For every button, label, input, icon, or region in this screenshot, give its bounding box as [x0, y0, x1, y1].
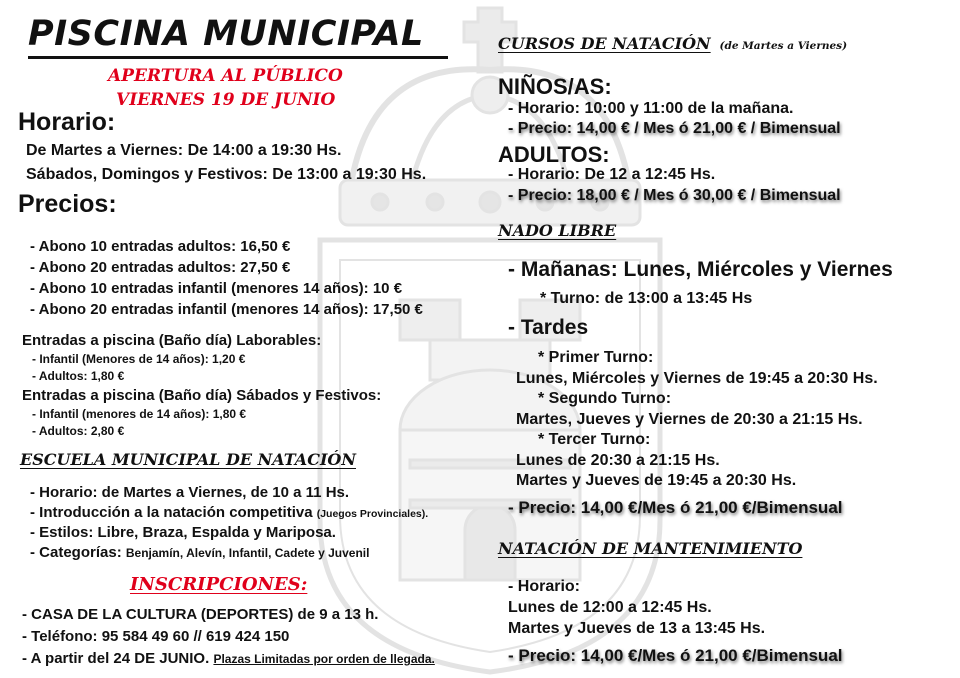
escuela-estilos: - Estilos: Libre, Braza, Espalda y Mariposa.	[30, 524, 336, 541]
horario-line-1: De Martes a Viernes: De 14:00 a 19:30 Hs.	[26, 142, 342, 159]
abono-item: - Abono 20 entradas adultos: 27,50 €	[30, 259, 291, 276]
mantenimiento-linea-2: Martes y Jueves de 13 a 13:45 Hs.	[508, 620, 766, 637]
abono-item: - Abono 10 entradas adultos: 16,50 €	[30, 238, 291, 255]
escuela-horario: - Horario: de Martes a Viernes, de 10 a 11 Hs.	[30, 484, 350, 501]
cursos-heading-row	[498, 34, 847, 54]
inscripciones-telefono: - Teléfono: 95 584 49 60 // 619 424 150	[22, 628, 290, 645]
nado-mananas: - Mañanas: Lunes, Miércoles y Viernes	[508, 258, 893, 281]
categorias-value: Benjamín, Alevín, Infantil, Cadete y Juvenil	[125, 546, 370, 560]
escuela-heading: ESCUELA MUNICIPAL DE NATACIÓN	[20, 450, 356, 469]
opening-line-2: VIERNES 19 DE JUNIO	[116, 90, 336, 110]
mantenimiento-precio: - Precio: 14,00 €/Mes ó 21,00 €/Bimensual	[508, 646, 843, 665]
abono-item: - Abono 10 entradas infantil (menores 14 años): 10 €	[30, 280, 403, 297]
tercer-turno-2: Martes y Jueves de 19:45 a 20:30 Hs.	[516, 472, 797, 489]
segundo-turno-label: * Segundo Turno:	[538, 390, 672, 407]
nado-libre-precio: - Precio: 14,00 €/Mes ó 21,00 €/Bimensual	[508, 498, 843, 517]
precios-heading: Precios:	[18, 190, 117, 218]
festivos-item: - Adultos: 2,80 €	[32, 424, 125, 438]
escuela-intro	[30, 504, 428, 521]
festivos-heading: Entradas a piscina (Baño día) Sábados y Festivos:	[22, 387, 382, 404]
ninos-horario: - Horario: 10:00 y 11:00 de la mañana.	[508, 100, 794, 117]
inscripciones-heading: INSCRIPCIONES:	[130, 574, 308, 595]
adultos-horario: - Horario: De 12 a 12:45 Hs.	[508, 166, 716, 183]
cursos-heading: CURSOS DE NATACIÓN	[498, 34, 711, 53]
ninos-precio: - Precio: 14,00 € / Mes ó 21,00 € / Bimensual	[508, 120, 841, 137]
nado-tardes: - Tardes	[508, 316, 589, 339]
escuela-intro-note: (Juegos Provinciales).	[316, 508, 429, 520]
categorias-label: - Categorías:	[30, 544, 122, 561]
escuela-categorias	[30, 544, 369, 561]
adultos-heading: ADULTOS:	[498, 142, 610, 167]
horario-line-2: Sábados, Domingos y Festivos: De 13:00 a 19:30 Hs.	[26, 166, 427, 183]
inscripciones-fecha	[22, 650, 435, 667]
mantenimiento-linea-1: Lunes de 12:00 a 12:45 Hs.	[508, 599, 712, 616]
escuela-intro-text: - Introducción a la natación competitiva	[30, 504, 313, 521]
title-underline	[28, 56, 448, 59]
abono-item: - Abono 20 entradas infantil (menores 14 años): 17,50 €	[30, 301, 423, 318]
festivos-item: - Infantil (menores de 14 años): 1,80 €	[32, 407, 247, 421]
mantenimiento-heading: NATACIÓN DE MANTENIMIENTO	[498, 539, 803, 558]
inscripciones-plazas: Plazas Limitadas por orden de llegada.	[213, 652, 435, 666]
cursos-note: (de Martes a Viernes)	[719, 40, 848, 52]
inscripciones-casa: - CASA DE LA CULTURA (DEPORTES) de 9 a 13 h.	[22, 606, 379, 623]
laborables-heading: Entradas a piscina (Baño día) Laborables:	[22, 332, 322, 349]
laborables-item: - Infantil (Menores de 14 años): 1,20 €	[32, 352, 246, 366]
ninos-heading: NIÑOS/AS:	[498, 74, 612, 99]
horario-heading: Horario:	[18, 108, 116, 136]
page-title: PISCINA MUNICIPAL	[28, 14, 424, 54]
mantenimiento-horario: - Horario:	[508, 578, 580, 595]
inscripciones-apartir: - A partir del 24 DE JUNIO.	[22, 650, 210, 667]
nado-mananas-turno: * Turno: de 13:00 a 13:45 Hs	[540, 290, 753, 307]
tercer-turno-label: * Tercer Turno:	[538, 431, 651, 448]
nado-libre-heading: NADO LIBRE	[498, 221, 617, 240]
primer-turno-label: * Primer Turno:	[538, 349, 654, 366]
laborables-item: - Adultos: 1,80 €	[32, 369, 125, 383]
segundo-turno: Martes, Jueves y Viernes de 20:30 a 21:15 Hs.	[516, 411, 863, 428]
opening-line-1: APERTURA AL PÚBLICO	[108, 66, 343, 86]
tercer-turno-1: Lunes de 20:30 a 21:15 Hs.	[516, 452, 720, 469]
primer-turno: Lunes, Miércoles y Viernes de 19:45 a 20:30 Hs.	[516, 370, 878, 387]
adultos-precio: - Precio: 18,00 € / Mes ó 30,00 € / Bimensual	[508, 187, 841, 204]
